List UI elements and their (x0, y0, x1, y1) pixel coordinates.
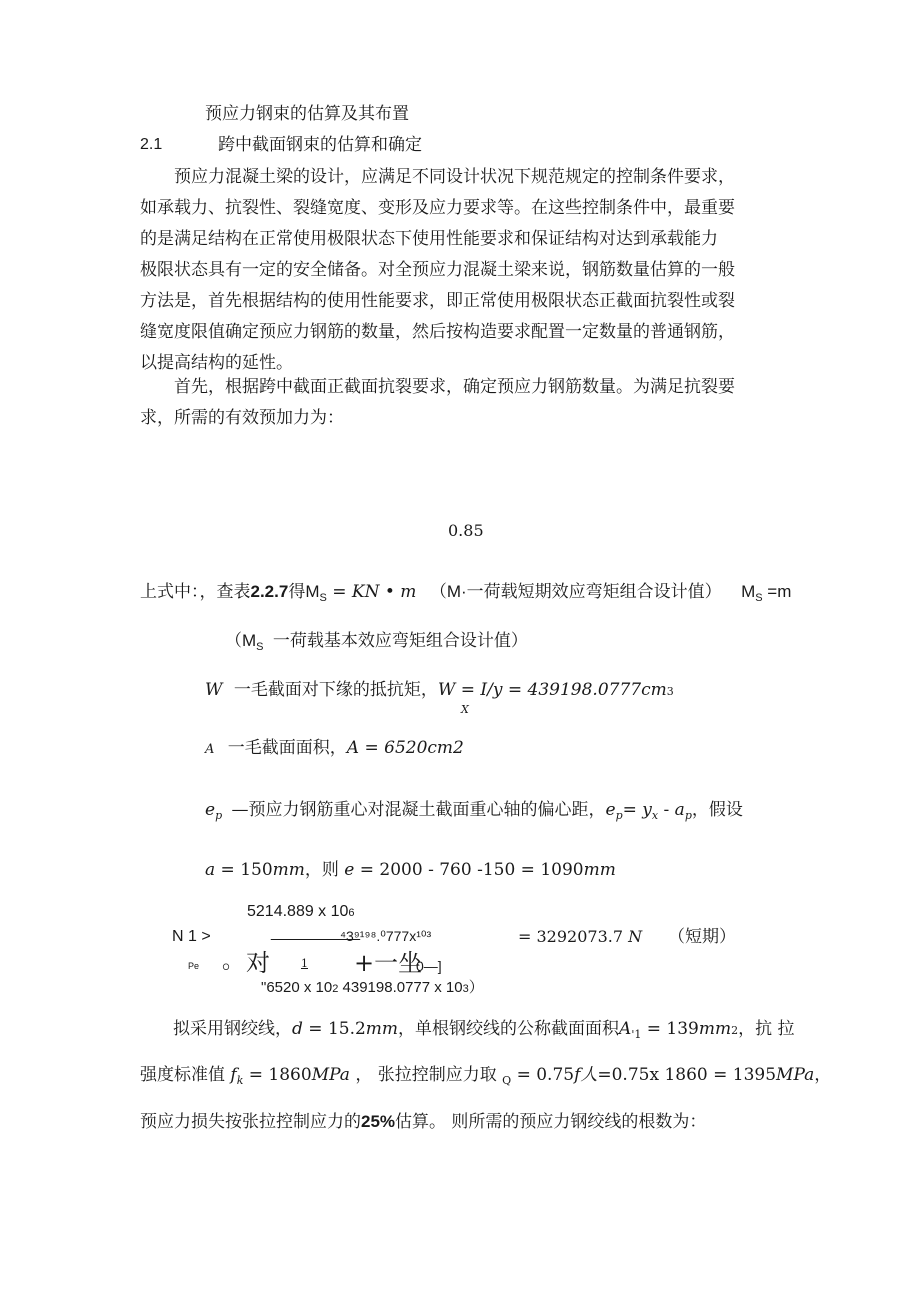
w-subscript-x: X (461, 703, 469, 716)
para1-line: 方法是，首先根据结构的使用性能要求，即正常使用极限状态正截面抗裂性或裂 (140, 291, 735, 311)
formula-numerator: 5214.889 x 106 (247, 903, 355, 920)
para2-line: 求，所需的有效预加力为： (140, 408, 344, 428)
strength-line: 强度标准值 $f_k = 1860MPa$ ， 张拉控制应力取 $_Q$ = 0.75f人=0.75x 1860 = 1395MPa， (140, 1065, 832, 1087)
strand-selection-line: 拟采用钢绞线，d = 15.2mm，单根钢绞线的公称截面面积$A_{'1} = 139mm2$，抗 拉 (173, 1019, 795, 1041)
para1-line: 极限状态具有一定的安全储备。对全预应力混凝土梁来说，钢筋数量估算的一般 (140, 260, 735, 280)
section-title: 跨中截面钢束的估算和确定 (218, 135, 422, 155)
para1-line: 以提高结构的延性。 (140, 353, 293, 373)
ms-definition-line: 上式中：，查表2.2.7得$M_S$ = KN • m （M·一荷载短期效应弯矩组合设计值） $M_S =m$ (140, 582, 792, 604)
formula-circle: 。 (222, 949, 245, 974)
para1-line: 缝宽度限值确定预应力钢筋的数量，然后按构造要求配置一定数量的普通钢筋， (140, 322, 735, 342)
a-definition-line: A 一毛截面面积，A = 6520cm2 (205, 738, 464, 758)
formula-garbled-term: ⁴3⁹¹⁹⁸.⁰777x¹⁰³ (340, 928, 432, 944)
ms-basic-line: （$M_S$ 一荷载基本效应弯矩组合设计值） (225, 631, 528, 653)
formula-fraction-bar: __________ (271, 924, 360, 941)
formula-pe-subscript: Pe (188, 961, 200, 971)
assumption-line: a = 150mm，则 e = 2000 - 760 -150 = 1090mm (205, 860, 616, 880)
paragraph-crack-resistance (140, 372, 780, 434)
ep-definition-line: $e_p$ —预应力钢筋重心对混凝土截面重心轴的偏心距，$e_p= y_x - a_p$，假设 (205, 800, 743, 822)
paragraph-intro (140, 162, 780, 379)
formula-result: = 3292073.7 N (518, 927, 643, 946)
loss-estimate-line: 预应力损失按张拉控制应力的25%估算。 则所需的预应力钢绞线的根数为： (140, 1112, 707, 1132)
para1-line: 如承载力、抗裂性、裂缝宽度、变形及应力要求等。在这些控制条件中，最重要 (140, 198, 735, 218)
para1-line: 的是满足结构在正常使用极限状态下使用性能要求和保证结构对达到承载能力 (140, 229, 718, 249)
formula-label-short-term: （短期） (668, 927, 736, 947)
section-number: 2.1 (140, 136, 163, 153)
para2-line: 首先，根据跨中截面正截面抗裂要求，确定预应力钢筋数量。为满足抗裂要 (174, 377, 735, 397)
formula-denominator: "6520 x 102 439198.0777 x 103） (261, 979, 484, 996)
para1-line: 预应力混凝土梁的设计，应满足不同设计状况下规范规定的控制条件要求， (174, 167, 735, 187)
formula-plus-zuo: +一坐 (354, 949, 423, 977)
w-definition-line: W 一毛截面对下缘的抵抗矩，W = I/y = 439198.0777cm3 (205, 680, 674, 700)
chapter-title: 预应力钢束的估算及其布置 (205, 104, 409, 124)
formula-zero-bracket: 0—] (416, 958, 442, 974)
formula-lhs: N 1 > (172, 928, 211, 945)
formula-coefficient: 0.85 (448, 521, 484, 540)
formula-dui-glyph: 对 (246, 949, 270, 977)
formula-one: 1 (301, 957, 308, 970)
